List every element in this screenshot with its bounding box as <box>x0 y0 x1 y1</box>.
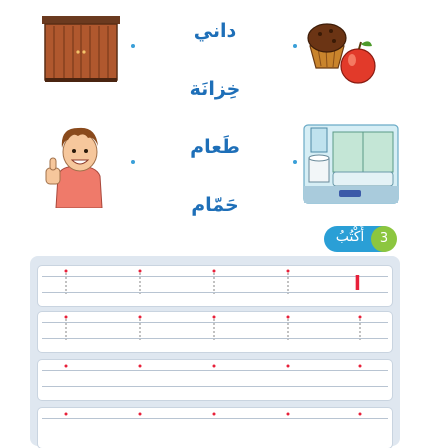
word-1: داني <box>193 20 237 42</box>
match-dot[interactable] <box>293 44 297 48</box>
match-dot[interactable] <box>131 44 135 48</box>
word-3: طَعام <box>190 136 240 158</box>
boy-illustration <box>44 118 114 212</box>
exercise-number-badge: 3 <box>371 226 397 252</box>
word-2: خِزانَة <box>189 78 241 100</box>
match-dot[interactable] <box>131 160 135 164</box>
word-4: حَمّام <box>191 194 239 216</box>
match-dot[interactable] <box>293 160 297 164</box>
writing-row[interactable] <box>38 408 392 448</box>
writing-row[interactable] <box>38 360 392 400</box>
exercise-label: أَكْتُبُ <box>335 229 365 245</box>
writing-row[interactable] <box>38 266 392 306</box>
writing-row[interactable] <box>38 312 392 352</box>
food-illustration <box>304 16 384 90</box>
cupboard-illustration <box>40 14 122 90</box>
model-letter: ا <box>354 271 361 295</box>
bathroom-illustration <box>303 124 399 208</box>
